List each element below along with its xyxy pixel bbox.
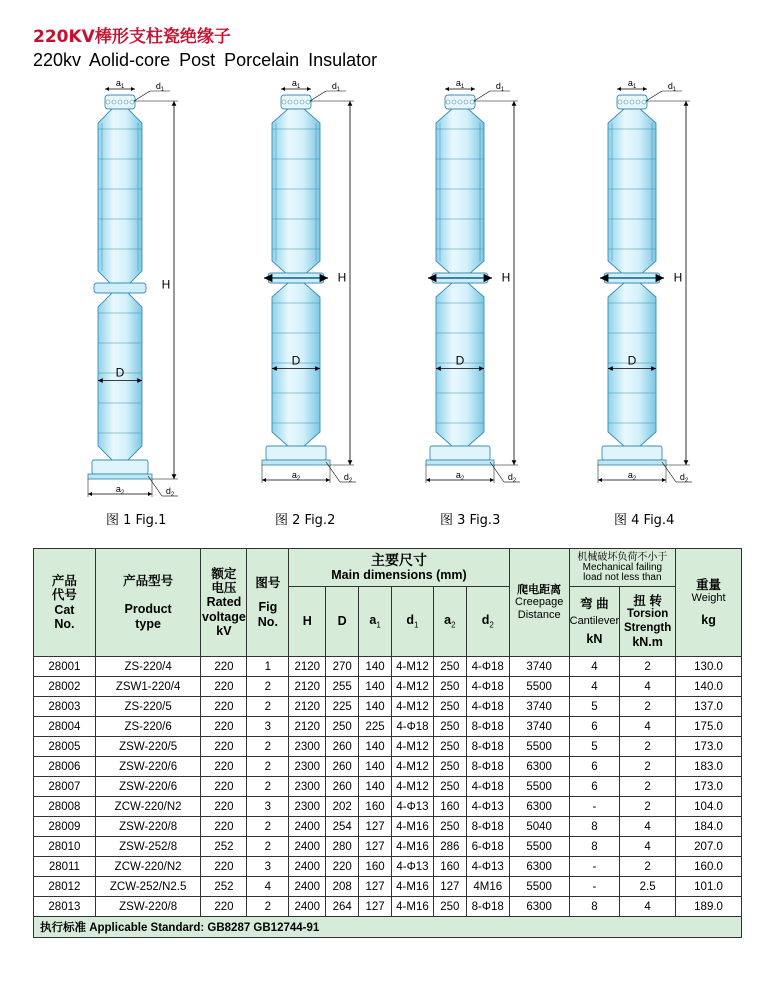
cell-voltage: 220 [201,737,247,757]
cell-creepage: 5040 [509,817,569,837]
table-row [34,857,742,877]
cell-torsion: 2 [620,657,676,677]
cell-D: 260 [326,757,359,777]
fig-3-drawing [426,78,520,484]
cell-D: 202 [326,797,359,817]
cell-creepage: 5500 [509,877,569,897]
cell-fig-no: 3 [247,797,289,817]
cell-weight: 173.0 [676,777,742,797]
cell-d2: 4-Φ18 [466,777,509,797]
cell-cantilever: - [569,857,620,877]
cell-creepage: 5500 [509,677,569,697]
header-weight: 重量 Weight kg [676,549,742,657]
svg-text:d1: $d_1$ [495,81,505,93]
header-cantilever: 弯 曲 Cantilever kN [569,587,620,657]
fig-2-caption: 图 2 Fig.2 [275,513,336,528]
header-rated-voltage: 额定 电压 Rated voltage kV [201,549,247,657]
svg-text:D: D [291,353,301,368]
svg-text:a2: $a_2$ [627,470,637,482]
header-creepage: 爬电距离 Creepage Distance [509,549,569,657]
table-row [34,657,742,677]
cell-voltage: 220 [201,897,247,917]
cell-fig-no: 2 [247,677,289,697]
fig-4-caption: 图 4 Fig.4 [614,513,675,528]
fig-1-drawing [88,78,178,498]
svg-text:H: H [673,270,683,285]
cell-cantilever: 4 [569,657,620,677]
header-a1: $a_1$ [359,587,392,657]
header-d2: $d_2$ [466,587,509,657]
cell-fig-no: 2 [247,697,289,717]
cell-product-type: ZSW-220/8 [95,817,201,837]
cell-cat-no: 28012 [34,877,96,897]
cell-fig-no: 3 [247,717,289,737]
cell-creepage: 5500 [509,777,569,797]
cell-a1: 140 [359,757,392,777]
cell-d2: 4-Φ18 [466,677,509,697]
cell-fig-no: 2 [247,737,289,757]
svg-text:a2: $a_2$ [291,470,301,482]
cell-H: 2300 [289,737,326,757]
cell-a2: 286 [433,837,466,857]
cell-D: 264 [326,897,359,917]
svg-text:H: H [501,270,511,285]
svg-text:D: D [627,353,637,368]
cell-d1: 4-M12 [392,777,434,797]
cell-d2: 8-Φ18 [466,717,509,737]
cell-voltage: 220 [201,797,247,817]
cell-d2: 8-Φ18 [466,817,509,837]
cell-voltage: 220 [201,677,247,697]
cell-fig-no: 1 [247,657,289,677]
cell-weight: 184.0 [676,817,742,837]
cell-d1: 4-M12 [392,657,434,677]
header-H: H [289,587,326,657]
cell-torsion: 4 [620,717,676,737]
cell-creepage: 5500 [509,737,569,757]
cell-product-type: ZCW-252/N2.5 [95,877,201,897]
cell-D: 250 [326,717,359,737]
cell-D: 208 [326,877,359,897]
table-row [34,737,742,757]
cell-product-type: ZS-220/4 [95,657,201,677]
cell-product-type: ZCW-220/N2 [95,797,201,817]
cell-H: 2400 [289,817,326,837]
cell-weight: 183.0 [676,757,742,777]
cell-cat-no: 28006 [34,757,96,777]
table-row [34,777,742,797]
svg-text:a1: $a_1$ [455,78,465,90]
cell-d2: 4-Φ18 [466,657,509,677]
cell-D: 280 [326,837,359,857]
insulator-figures [0,75,770,505]
cell-fig-no: 2 [247,757,289,777]
cell-product-type: ZSW1-220/4 [95,677,201,697]
cell-D: 270 [326,657,359,677]
cell-d1: 4-M16 [392,837,434,857]
svg-text:D: D [115,365,125,380]
header-main-dimensions: 主要尺寸 Main dimensions (mm) [289,549,509,587]
cell-cantilever: 6 [569,717,620,737]
cell-a1: 127 [359,897,392,917]
cell-voltage: 220 [201,857,247,877]
cell-d1: 4-M12 [392,737,434,757]
cell-voltage: 220 [201,757,247,777]
header-product-type: 产品型号 Product type [95,549,201,657]
cell-torsion: 2 [620,697,676,717]
cell-weight: 140.0 [676,677,742,697]
cell-torsion: 4 [620,837,676,857]
cell-product-type: ZSW-220/5 [95,737,201,757]
cell-a1: 140 [359,737,392,757]
svg-text:a1: $a_1$ [627,78,637,90]
svg-text:d1: $d_1$ [667,81,677,93]
header-torsion: 扭 转 Torsion Strength kN.m [620,587,676,657]
cell-d1: 4-M16 [392,897,434,917]
cell-fig-no: 2 [247,817,289,837]
cell-a1: 140 [359,697,392,717]
svg-text:H: H [337,270,347,285]
cell-D: 260 [326,737,359,757]
cell-product-type: ZSW-220/6 [95,757,201,777]
cell-voltage: 220 [201,777,247,797]
cell-creepage: 3740 [509,697,569,717]
svg-text:D: D [455,353,465,368]
cell-d2: 6-Φ18 [466,837,509,857]
cell-d1: 4-M12 [392,677,434,697]
cell-a2: 250 [433,717,466,737]
cell-a1: 140 [359,657,392,677]
cell-d1: 4-Φ13 [392,857,434,877]
table-row [34,677,742,697]
cell-a2: 160 [433,797,466,817]
cell-cantilever: 8 [569,817,620,837]
cell-d2: 4-Φ18 [466,697,509,717]
page-title-cn: 220KV棒形支柱瓷绝缘子 [33,27,231,47]
cell-a2: 250 [433,897,466,917]
cell-voltage: 220 [201,697,247,717]
cell-H: 2120 [289,697,326,717]
cell-a2: 250 [433,677,466,697]
cell-weight: 175.0 [676,717,742,737]
cell-creepage: 6300 [509,857,569,877]
cell-torsion: 2 [620,757,676,777]
cell-H: 2120 [289,717,326,737]
cell-cantilever: 6 [569,757,620,777]
cell-H: 2400 [289,877,326,897]
cell-D: 255 [326,677,359,697]
cell-torsion: 4 [620,677,676,697]
svg-text:H: H [161,277,171,292]
fig-4-drawing [598,78,692,484]
cell-a1: 160 [359,857,392,877]
cell-cat-no: 28009 [34,817,96,837]
applicable-standard: 执行标准 Applicable Standard: GB8287 GB12744-91 [34,917,742,938]
header-fig-no: 图号 Fig No. [247,549,289,657]
cell-torsion: 2 [620,737,676,757]
cell-d1: 4-M12 [392,697,434,717]
cell-creepage: 6300 [509,757,569,777]
cell-cantilever: 8 [569,837,620,857]
cell-creepage: 3740 [509,657,569,677]
standard-row [34,917,742,938]
cell-a1: 127 [359,837,392,857]
header-cat-no: 产品 代号 Cat No. [34,549,96,657]
cell-a2: 250 [433,697,466,717]
cell-cat-no: 28002 [34,677,96,697]
svg-text:a2: $a_2$ [115,484,125,496]
cell-cantilever: 4 [569,677,620,697]
cell-H: 2120 [289,677,326,697]
table-row [34,877,742,897]
cell-a1: 140 [359,677,392,697]
cell-a1: 225 [359,717,392,737]
cell-creepage: 6300 [509,897,569,917]
cell-torsion: 2 [620,857,676,877]
cell-cantilever: 5 [569,697,620,717]
cell-H: 2400 [289,837,326,857]
cell-H: 2400 [289,897,326,917]
header-d1: $d_1$ [392,587,434,657]
table-row [34,897,742,917]
table-row [34,757,742,777]
cell-d1: 4-Φ18 [392,717,434,737]
cell-a2: 250 [433,757,466,777]
cell-D: 220 [326,857,359,877]
fig-2-drawing [262,78,356,484]
cell-cat-no: 28004 [34,717,96,737]
svg-text:d2: $d_2$ [507,472,517,484]
cell-d2: 4M16 [466,877,509,897]
cell-weight: 101.0 [676,877,742,897]
cell-weight: 189.0 [676,897,742,917]
spec-table [33,548,742,938]
cell-fig-no: 2 [247,777,289,797]
cell-torsion: 2 [620,777,676,797]
svg-text:d2: $d_2$ [679,472,689,484]
fig-1-caption: 图 1 Fig.1 [106,513,167,528]
table-row [34,697,742,717]
cell-creepage: 3740 [509,717,569,737]
svg-text:d2: $d_2$ [343,472,353,484]
cell-weight: 104.0 [676,797,742,817]
cell-D: 225 [326,697,359,717]
svg-text:d2: $d_2$ [165,486,175,498]
cell-torsion: 4 [620,897,676,917]
cell-voltage: 220 [201,817,247,837]
cell-cantilever: 8 [569,897,620,917]
cell-cantilever: 6 [569,777,620,797]
cell-voltage: 220 [201,717,247,737]
svg-text:a1: $a_1$ [291,78,301,90]
cell-d1: 4-M12 [392,757,434,777]
cell-product-type: ZCW-220/N2 [95,857,201,877]
page-title-en: 220kv Aolid-core Post Porcelain Insulator [33,50,378,70]
cell-d1: 4-Φ13 [392,797,434,817]
svg-text:a1: $a_1$ [115,78,125,90]
cell-product-type: ZSW-252/8 [95,837,201,857]
header-D: D [326,587,359,657]
cell-cat-no: 28013 [34,897,96,917]
header-mechanical-load: 机械破坏负荷不小于 Mechanical failing load not less than [569,549,675,587]
cell-weight: 160.0 [676,857,742,877]
cell-d2: 8-Φ18 [466,757,509,777]
cell-voltage: 252 [201,877,247,897]
cell-cat-no: 28005 [34,737,96,757]
cell-a2: 250 [433,737,466,757]
cell-a2: 250 [433,777,466,797]
cell-fig-no: 4 [247,877,289,897]
cell-weight: 207.0 [676,837,742,857]
cell-d1: 4-M16 [392,817,434,837]
cell-product-type: ZSW-220/8 [95,897,201,917]
cell-D: 260 [326,777,359,797]
table-row [34,837,742,857]
cell-product-type: ZS-220/5 [95,697,201,717]
cell-creepage: 5500 [509,837,569,857]
cell-d2: 8-Φ18 [466,897,509,917]
cell-a1: 127 [359,817,392,837]
cell-cat-no: 28011 [34,857,96,877]
cell-voltage: 220 [201,657,247,677]
cell-d2: 4-Φ13 [466,797,509,817]
cell-weight: 137.0 [676,697,742,717]
header-a2: $a_2$ [433,587,466,657]
cell-H: 2300 [289,777,326,797]
cell-d2: 4-Φ13 [466,857,509,877]
cell-cantilever: 5 [569,737,620,757]
cell-a1: 160 [359,797,392,817]
cell-a2: 250 [433,817,466,837]
cell-H: 2300 [289,797,326,817]
fig-3-caption: 图 3 Fig.3 [440,513,501,528]
cell-voltage: 252 [201,837,247,857]
svg-text:a2: $a_2$ [455,470,465,482]
table-row [34,717,742,737]
table-row [34,797,742,817]
svg-text:d1: $d_1$ [155,81,165,93]
cell-creepage: 6300 [509,797,569,817]
cell-torsion: 2 [620,797,676,817]
cell-H: 2400 [289,857,326,877]
cell-cat-no: 28008 [34,797,96,817]
cell-D: 254 [326,817,359,837]
cell-weight: 173.0 [676,737,742,757]
cell-product-type: ZSW-220/6 [95,777,201,797]
cell-fig-no: 3 [247,857,289,877]
cell-fig-no: 2 [247,837,289,857]
cell-a1: 127 [359,877,392,897]
cell-a2: 250 [433,657,466,677]
cell-d1: 4-M16 [392,877,434,897]
cell-torsion: 2.5 [620,877,676,897]
cell-cat-no: 28010 [34,837,96,857]
cell-cat-no: 28001 [34,657,96,677]
cell-a2: 127 [433,877,466,897]
cell-a2: 160 [433,857,466,877]
cell-cat-no: 28007 [34,777,96,797]
cell-weight: 130.0 [676,657,742,677]
cell-a1: 140 [359,777,392,797]
cell-cat-no: 28003 [34,697,96,717]
svg-text:d1: $d_1$ [331,81,341,93]
cell-product-type: ZS-220/6 [95,717,201,737]
cell-H: 2120 [289,657,326,677]
cell-H: 2300 [289,757,326,777]
cell-d2: 8-Φ18 [466,737,509,757]
cell-torsion: 4 [620,817,676,837]
cell-fig-no: 2 [247,897,289,917]
table-row [34,817,742,837]
cell-cantilever: - [569,797,620,817]
cell-cantilever: - [569,877,620,897]
